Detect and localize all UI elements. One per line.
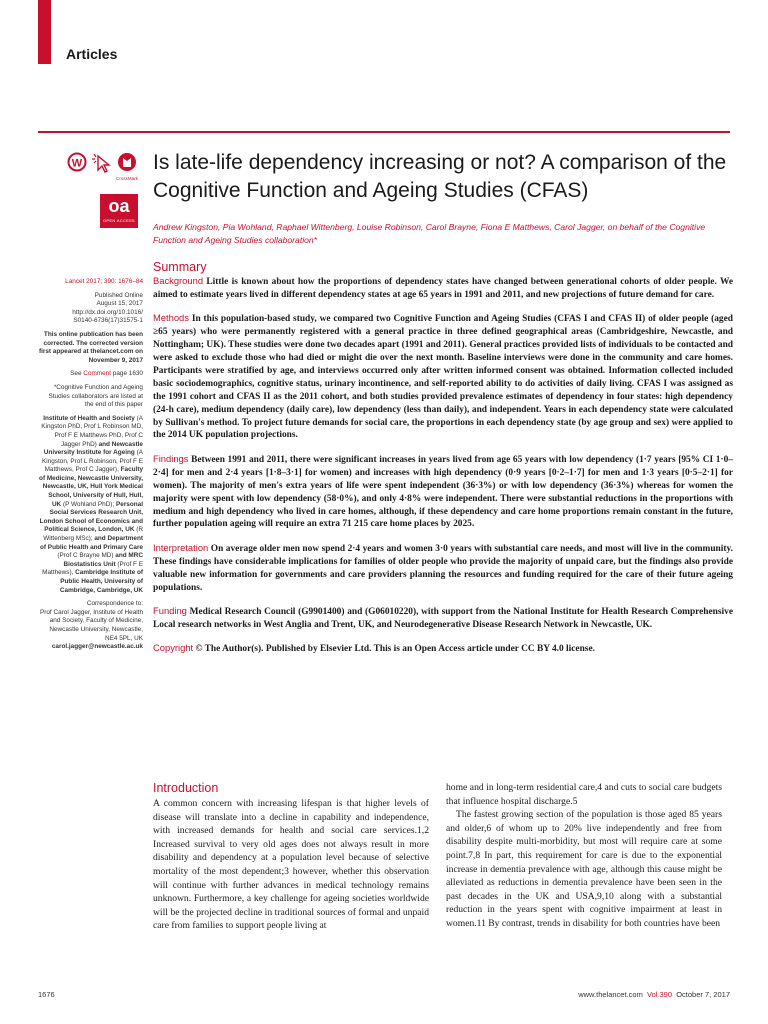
issue-date: October 7, 2017: [676, 990, 730, 999]
abstract-findings: Findings Between 1991 and 2011, there were significant increases in years lived from age 65 years with low dependency (1·7 years [95% CI 1·0–2·4] for men and 2·4 years [1·8–3·1] for women) and increases with high dependency (0·9 years [0·2–1·7] for men and 1·3 years [0·5–2·1] for women). The majority of men's extra years of life were spent independent (36·3%) or with low dependency (36·3%) whereas for women the majority were spent with low dependency (58·0%), and only 4·8% were independent. There were substantial reductions in the proportions with medium and high dependency who lived in care homes, although, if these dependency and care home proportions remain constant in the future, further population ageing will require an extra 71 215 care home places by 2025.: [153, 452, 733, 530]
collaborators-note: *Cognitive Function and Ageing Studies collaborators are listed at the end of this paper: [48, 383, 143, 409]
section-color-bar: [38, 0, 51, 64]
correction-note: This online publication has been corrected. The corrected version first appeared at thelancet.com on November 9, 2017: [38, 330, 143, 364]
article-icons: [66, 150, 146, 184]
oa-sub-label: OPEN ACCESS: [103, 218, 135, 223]
affiliations: Institute of Health and Society (A Kingston PhD, Prof L Robinson MD, Prof F E Matthews PhD, Prof C Jagger PhD) and Newcastle University Institute for Ageing (A Kingston, Prof L Robinson, Prof F E Matthews, Prof C Jagger), Faculty of Medicine, Newcastle University, Newcastle, UK, Hull York Medical School, University of Hull, Hull, UK (P Wohland PhD); Personal Social Services Research Unit, London School of Economics and Political Science, London, UK (R Wittenberg MSc); and Department of Public Health and Primary Care (Prof C Brayne MD) and MRC Biostatistics Unit (Prof F E Matthews), Cambridge Institute of Public Health, University of Cambridge, Cambridge, UK: [39, 414, 143, 594]
body-column-2: [446, 781, 722, 931]
intro-paragraph-2: The fastest growing section of the population is those aged 85 years and older,6 of whom up to 20% live independently and free from disability despite multi-morbidity, but most will require care at some point.7,8 In part, this requirement for care is due to the exponential increase in dementia prevalence with age, although this cause might be alleviated as reductions in dementia prevalence have been seen in the past decades in the UK and USA,9,10 along with a substantial reduction in the years spent with cognitive impairment at least in women.11 By contrast, trends in disability for both countries have been: [446, 809, 722, 929]
published-online: Published Online: [94, 291, 143, 299]
doi-line-2[interactable]: S0140-6736(17)31575-1: [73, 317, 143, 325]
abstract-background: Background Little is known about how the proportions of dependency states have changed between generational cohorts of older people. We aimed to estimate years lived in different dependency states at age 65 years in 1991 and 2011, and new projections of future demand for care.: [153, 275, 733, 300]
journal-site[interactable]: www.thelancet.com: [578, 990, 643, 999]
abstract-copyright: Copyright © The Author(s). Published by Elsevier Ltd. This is an Open Access article under CC BY 4.0 license.: [153, 642, 595, 655]
author-list: Andrew Kingston, Pia Wohland, Raphael Wittenberg, Louise Robinson, Carol Brayne, Fiona E Matthews, Carol Jagger, on behalf of the Cognitive Function and Ageing Studies collaboration*: [153, 222, 706, 245]
journal-volume: Vol 390: [647, 990, 673, 999]
introduction-heading: Introduction: [153, 781, 219, 795]
abstract-interpretation: Interpretation On average older men now spend 2·4 years and women 3·0 years with substantial care needs, and most will live in the community. These findings have considerable implications for families of older people who provide the majority of unpaid care, but the findings also provide valuable new information for governments and care providers planning the resources and funding required for the care of their future ageing populations.: [153, 541, 734, 593]
correspondence-address: Prof Carol Jagger, Institute of Health and Society, Faculty of Medicine, Newcastle University, Newcastle, NE4 5PL, UK: [39, 608, 143, 642]
comment-link[interactable]: Comment: [83, 370, 111, 378]
article-title: Is late-life dependency increasing or not? A comparison of the Cognitive Function and Ageing Studies (CFAS): [153, 151, 727, 202]
correspondence: [38, 600, 143, 652]
citation: Lancet 2017; 390: 1676–84: [65, 278, 143, 285]
crossmark-icon[interactable]: [66, 150, 146, 184]
see-comment: See Comment page 1630: [70, 370, 143, 378]
summary-heading: Summary: [153, 260, 207, 274]
open-access-badge: [100, 194, 138, 228]
correspondence-label: Correspondence to:: [86, 600, 143, 608]
published-date: August 15, 2017: [96, 300, 143, 308]
abstract-methods: Methods In this population-based study, we compared two Cognitive Function and Ageing Studies (CFAS I and CFAS II) of older people (aged ≥65 years) who were permanently registered with a general practice in three defined geographical areas (Cambridgeshire, Newcastle, and Nottingham; UK). These studies were done two decades apart (1991 and 2011). General practices provided lists of individuals to be contacted and were asked to exclude those who had died or might die over the next month. Baseline interviews were done in the community and care homes. Participants were stratified by age, and interviews occurred only after written informed consent was obtained. Information collected included basic sociodemographics, cognitive status, urinary incontinence, and self-reported ability to do activities of daily living. CFAS I was assigned as the 1991 cohort and CFAS II as the 2011 cohort, and both studies provided prevalence estimates of dependency in four states: high dependency (24-h care), medium dependency (daily care), low dependency (less than daily), and independent. Years in each dependency state were calculated by Sullivan's method. To project future demands for social care, the proportions in each dependency state (by age group and sex) were applied to the 2014 UK population projections.: [153, 312, 733, 441]
svg-text:W: W: [71, 157, 83, 170]
abstract-funding: Funding Medical Research Council (G9901400) and (G06010220), with support from the National Institute for Health Research Comprehensive Local research networks in West Anglia and Trent, UK, and Neurodegenerative Disease Research Network in Newcastle, UK.: [153, 604, 733, 630]
header-rule: [38, 131, 730, 133]
publication-info: [38, 292, 143, 326]
doi-line-1[interactable]: http://dx.doi.org/10.1016/: [72, 308, 143, 316]
oa-mark: oa: [108, 196, 130, 216]
correspondence-email[interactable]: carol.jagger@newcastle.ac.uk: [51, 643, 143, 651]
crossmark-label: CrossMark: [116, 176, 138, 181]
body-column-1: [153, 781, 429, 933]
abstract: [153, 275, 733, 667]
sidebar-notes: [38, 278, 143, 657]
page-number: 1676: [38, 990, 55, 999]
intro-paragraph-1-continued: home and in long-term residential care,4 and cuts to social care budgets that influence hospital discharge.5: [446, 782, 722, 807]
section-label: Articles: [66, 46, 118, 62]
intro-paragraph-1: A common concern with increasing lifespan is that higher levels of disease will translate into a decline in capability and independence, with increased demands for health and social care services.1,2 Increased survival to very old ages does not always result in more disability and dependency at a population level because of selective mortality of the most dependent;3 however, whether this observation will continue with further advances in medical technology remains unknown. Furthermore, a key challenge for ageing societies worldwide will be the projected decline in traditional sources of formal and unpaid care from families to support people living at: [153, 798, 429, 932]
footer-journal-info: [578, 990, 730, 999]
